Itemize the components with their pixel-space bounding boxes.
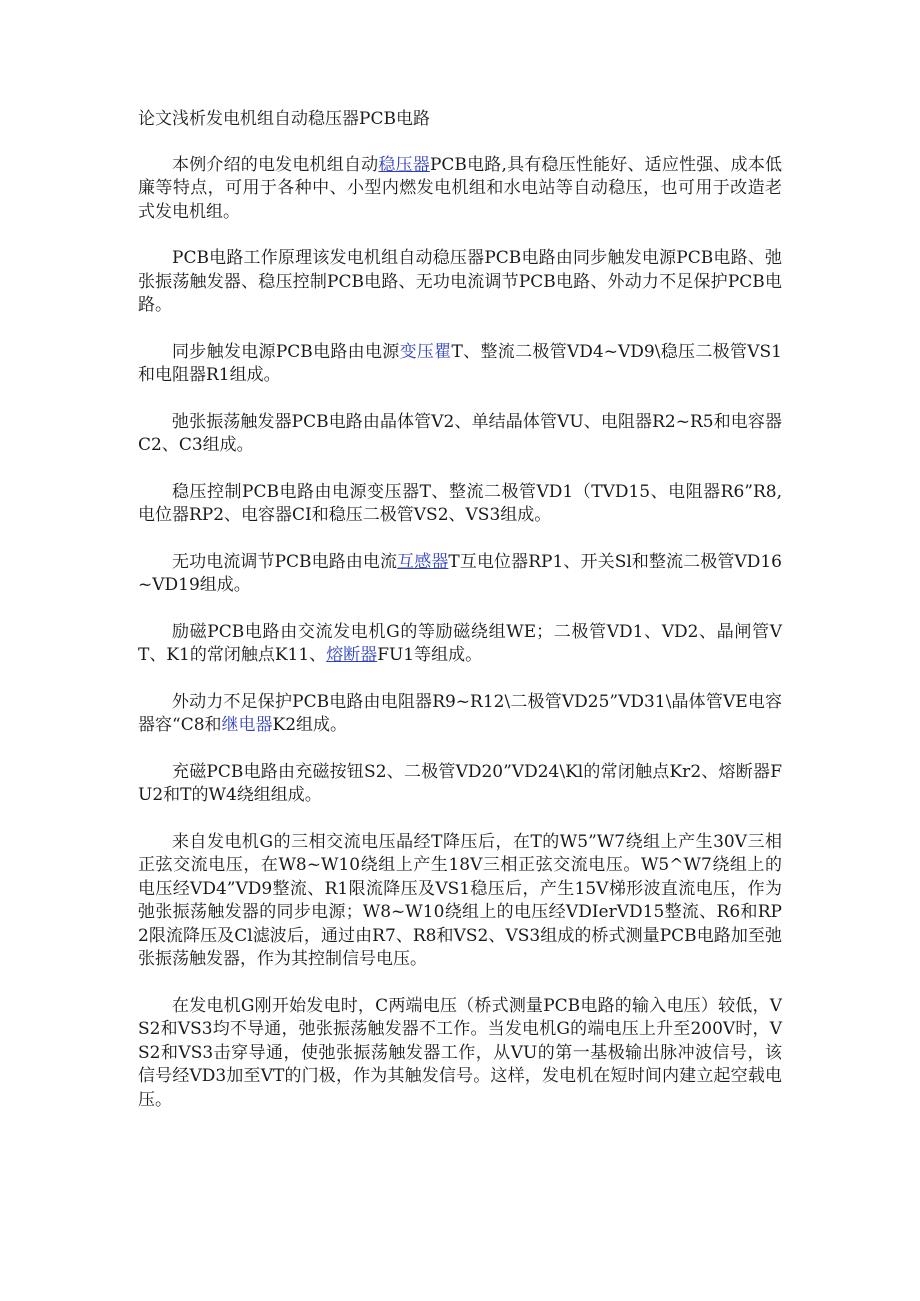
paragraph-operation-startup — [138, 995, 782, 1113]
document-page — [138, 108, 782, 1112]
paragraph-text: 来自发电机G的三相交流电压晶经T降压后，在T的W5”W7绕组上产生30V三相正弦交流电压，在W8~W10绕组上产生18V三相正弦交流电压。W5^W7绕组上的电压经VD4”VD9整流、R1限流降压及VS1稳压后，产生15V梯形波直流电压，作为弛张振荡触发器的同步电源；W8~W10绕组上的电压经VDIerVD15整流、R6和RP2限流降压及Cl滤波后，通过由R7、R8和VS2、VS3组成的桥式测量PCB电路加至弛张振荡触发器，作为其控制信号电压。 — [138, 831, 782, 969]
paragraph-text: 稳压控制PCB电路由电源变压器T、整流二极管VD1（TVD15、电阻器R6”R8,电位器RP2、电容器CI和稳压二极管VS2、VS3组成。 — [138, 481, 782, 525]
paragraph-relaxation-oscillator — [138, 411, 782, 458]
paragraph-text: K2组成。 — [272, 715, 348, 735]
paragraph-text: 充磁PCB电路由充磁按钮S2、二极管VD20”VD24\Kl的常闭触点Kr2、熔断器FU2和T的W4绕组组成。 — [138, 761, 782, 805]
paragraph-excitation — [138, 621, 782, 668]
paragraph-text: 在发电机G刚开始发电时，C两端电压（桥式测量PCB电路的输入电压）较低，VS2和VS3均不导通，弛张振荡触发器不工作。当发电机G的端电压上升至200V时，VS2和VS3击穿导通，使弛张振荡触发器工作，从VU的第一基极输出脉冲波信号，该信号经VD3加至VT的门极，作为其触发信号。这样，发电机在短时间内建立起空载电压。 — [138, 995, 782, 1110]
paragraph-text: PCB电路,具有稳压性能好、适应性强、成本低廉等特点，可用于各种中、小型内燃发电机组和水电站等自动稳压，也可用于改造老式发电机组。 — [138, 154, 783, 222]
link-current-transformer[interactable]: 互感器 — [397, 551, 449, 572]
paragraph-text: 外动力不足保护PCB电路由电阻器R9~R12\二极管VD25”VD31\晶体管VE电容器容“C8和 — [138, 691, 782, 735]
paragraph-regulation-control — [138, 481, 782, 528]
paragraph-magnetizing — [138, 761, 782, 808]
paragraph-text: 励磁PCB电路由交流发电机G的等励磁绕组WE；二极管VD1、VD2、晶闸管VT、K1的常闭触点K11、 — [138, 621, 782, 665]
link-fuse[interactable]: 熔断器 — [326, 645, 378, 665]
paragraph-working-principle — [138, 247, 782, 318]
paragraph-text: 本例介绍的电发电机组自动 — [172, 154, 379, 175]
paragraph-text: 无功电流调节PCB电路由电流 — [172, 551, 398, 572]
link-relay[interactable]: 继电器 — [221, 715, 273, 735]
paragraph-underpower-protection — [138, 691, 782, 738]
paragraph-text: T互电位器RP1、开关Sl和整流二极管VD16~VD19组成。 — [138, 551, 783, 595]
paragraph-text: 弛张振荡触发器PCB电路由晶体管V2、单结晶体管VU、电阻器R2~R5和电容器C2、C3组成。 — [138, 411, 782, 455]
link-voltage-regulator[interactable]: 稳压器 — [378, 154, 430, 175]
link-transformer[interactable]: 变压瞿 — [399, 341, 452, 362]
paragraph-text: 同步触发电源PCB电路由电源 — [172, 341, 400, 362]
paragraph-intro — [138, 154, 782, 225]
paragraph-text: FU1等组成。 — [377, 645, 483, 665]
paragraph-sync-trigger-power — [138, 341, 782, 388]
paragraph-reactive-current — [138, 551, 782, 598]
document-title: 论文浅析发电机组自动稳压器PCB电路 — [138, 109, 430, 129]
paragraph-text: PCB电路工作原理该发电机组自动稳压器PCB电路由同步触发电源PCB电路、弛张振荡触发器、稳压控制PCB电路、无功电流调节PCB电路、外动力不足保护PCB电路。 — [138, 248, 782, 315]
paragraph-operation-sync — [138, 831, 782, 972]
paragraph-text: T、整流二极管VD4~VD9\稳压二极管VS1和电阻器R1组成。 — [138, 341, 782, 385]
